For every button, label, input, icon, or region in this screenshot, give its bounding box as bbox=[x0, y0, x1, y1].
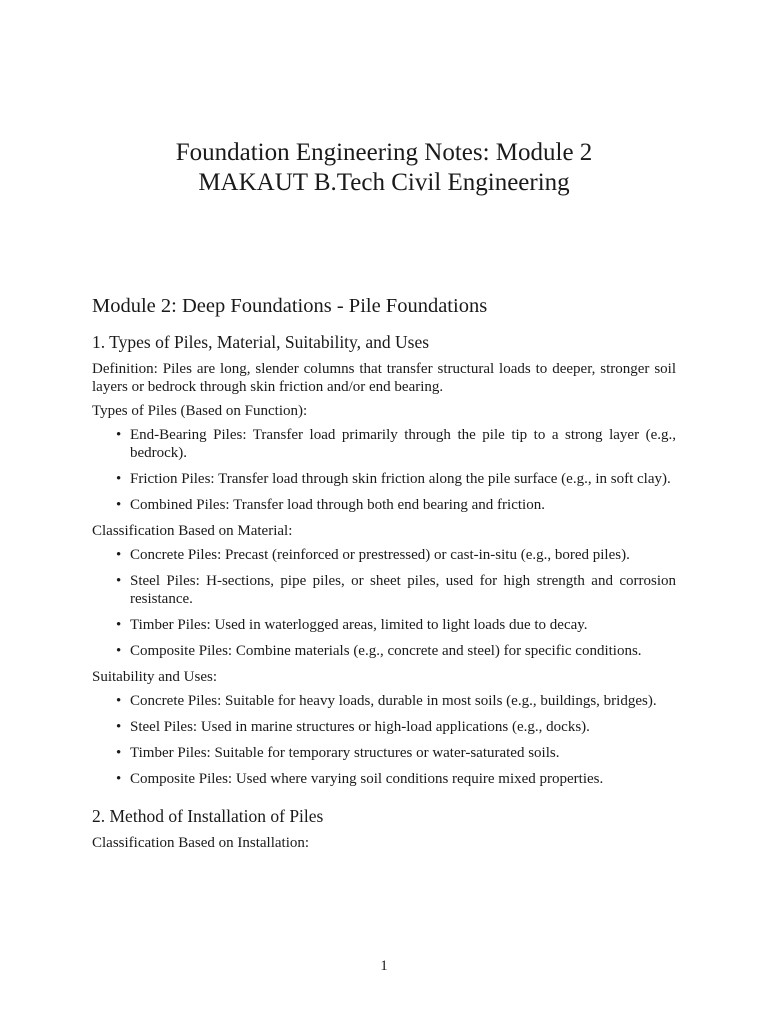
title-line-2: MAKAUT B.Tech Civil Engineering bbox=[198, 169, 570, 196]
list-item-text: Timber Piles: Used in waterlogged areas, limited to light loads due to decay. bbox=[130, 617, 588, 633]
material-list bbox=[92, 546, 676, 660]
function-list bbox=[92, 426, 676, 514]
module-heading: Module 2: Deep Foundations - Pile Foundations bbox=[92, 295, 488, 317]
list-item-text: End-Bearing Piles: Transfer load primarily through the pile tip to a strong layer (e.g., bedrock). bbox=[130, 427, 676, 461]
list-item bbox=[116, 692, 676, 710]
list-item-text: Timber Piles: Suitable for temporary structures or water-saturated soils. bbox=[130, 745, 560, 761]
bullet-icon: • bbox=[116, 719, 122, 735]
function-intro: Types of Piles (Based on Function): bbox=[92, 403, 308, 419]
list-item bbox=[116, 642, 676, 660]
list-item-text: Composite Piles: Used where varying soil conditions require mixed properties. bbox=[130, 771, 604, 787]
list-item-text: Concrete Piles: Precast (reinforced or prestressed) or cast-in-situ (e.g., bored piles). bbox=[130, 547, 630, 563]
list-item bbox=[116, 426, 676, 462]
bullet-icon: • bbox=[116, 771, 122, 787]
material-intro: Classification Based on Material: bbox=[92, 523, 293, 539]
list-item bbox=[116, 546, 676, 564]
bullet-icon: • bbox=[116, 617, 122, 633]
list-item bbox=[116, 718, 676, 736]
list-item-text: Friction Piles: Transfer load through skin friction along the pile surface (e.g., in soft clay). bbox=[130, 471, 671, 487]
list-item bbox=[116, 770, 676, 788]
bullet-icon: • bbox=[116, 573, 122, 589]
uses-intro: Suitability and Uses: bbox=[92, 669, 217, 685]
list-item bbox=[116, 496, 676, 514]
bullet-icon: • bbox=[116, 497, 122, 513]
document-body bbox=[92, 292, 676, 858]
list-item-text: Composite Piles: Combine materials (e.g., concrete and steel) for specific conditions. bbox=[130, 643, 642, 659]
list-item bbox=[116, 470, 676, 488]
bullet-icon: • bbox=[116, 643, 122, 659]
title-line-1: Foundation Engineering Notes: Module 2 bbox=[175, 139, 593, 166]
list-item-text: Combined Piles: Transfer load through both end bearing and friction. bbox=[130, 497, 545, 513]
installation-intro: Classification Based on Installation: bbox=[92, 835, 310, 851]
page-number: 1 bbox=[380, 958, 388, 974]
bullet-icon: • bbox=[116, 693, 122, 709]
bullet-icon: • bbox=[116, 471, 122, 487]
document-title bbox=[0, 138, 768, 198]
list-item bbox=[116, 744, 676, 762]
list-item-text: Steel Piles: H-sections, pipe piles, or sheet piles, used for high strength and corrosion resistance. bbox=[130, 573, 676, 607]
bullet-icon: • bbox=[116, 547, 122, 563]
list-item-text: Steel Piles: Used in marine structures or high-load applications (e.g., docks). bbox=[130, 719, 590, 735]
definition-paragraph: Definition: Piles are long, slender columns that transfer structural loads to deeper, stronger soil layers or bedrock through skin friction and/or end bearing. bbox=[92, 361, 676, 395]
bullet-icon: • bbox=[116, 745, 122, 761]
uses-list bbox=[92, 692, 676, 788]
list-item-text: Concrete Piles: Suitable for heavy loads, durable in most soils (e.g., buildings, bridges). bbox=[130, 693, 657, 709]
bullet-icon: • bbox=[116, 427, 122, 443]
section-1-heading: 1. Types of Piles, Material, Suitability, and Uses bbox=[92, 332, 430, 352]
list-item bbox=[116, 616, 676, 634]
list-item bbox=[116, 572, 676, 608]
section-2-heading: 2. Method of Installation of Piles bbox=[92, 806, 324, 826]
